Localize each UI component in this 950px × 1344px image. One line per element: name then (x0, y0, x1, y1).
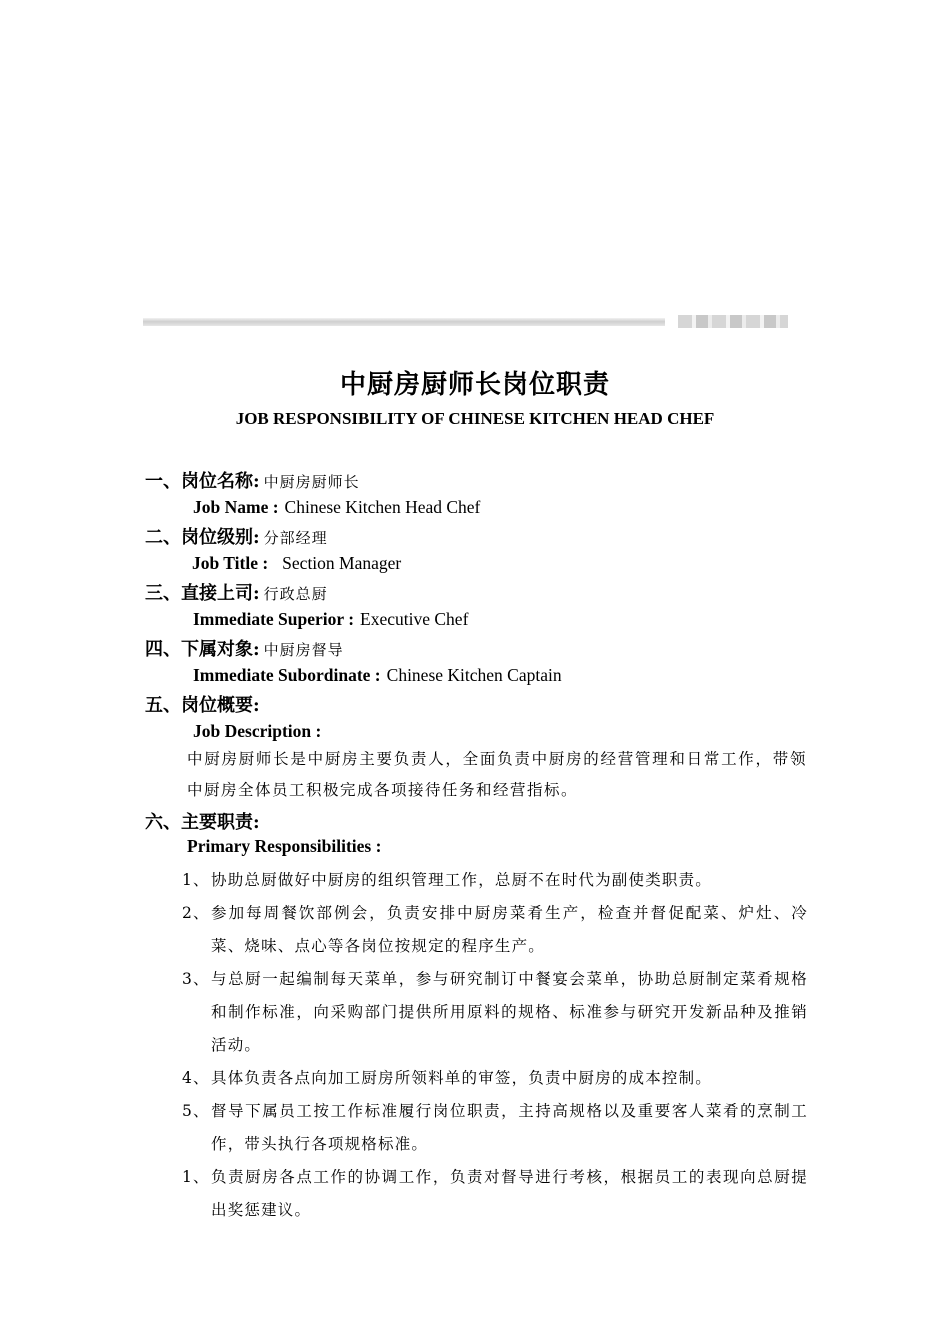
section-label: 二、岗位级别: (145, 527, 260, 548)
en-label: Job Description : (193, 721, 322, 741)
duties-list (182, 864, 808, 1227)
en-value: Chinese Kitchen Head Chef (284, 497, 481, 517)
section-heading-job-title (145, 523, 328, 549)
item-number: 4、 (182, 1069, 210, 1087)
en-value: Section Manager (282, 553, 402, 573)
section-heading-overview: 五、岗位概要: (145, 695, 260, 716)
en-value: Chinese Kitchen Captain (386, 665, 562, 685)
en-label-duties: Primary Responsibilities : (187, 836, 382, 856)
en-label: Job Title : (192, 553, 269, 573)
section-heading-job-name (145, 467, 360, 493)
header-rule (143, 318, 665, 326)
section-label: 一、岗位名称: (145, 471, 260, 492)
item-number: 2、 (182, 904, 210, 922)
item-text: 与总厨一起编制每天菜单，参与研究制订中餐宴会菜单，协助总厨制定菜肴规格和制作标准，向采购部门提供所用原料的规格、标准参与研究开发新品种及推销活动。 (211, 970, 808, 1054)
item-number: 1、 (182, 1168, 210, 1186)
en-label: Job Name : (193, 497, 279, 517)
en-line-job-name (193, 497, 480, 518)
item-text: 负责厨房各点工作的协调工作，负责对督导进行考核，根据员工的表现向总厨提出奖惩建议。 (211, 1168, 808, 1219)
section-value: 行政总厨 (263, 585, 328, 603)
item-number: 1、 (182, 871, 210, 889)
item-number: 5、 (182, 1102, 210, 1120)
header-rule-pattern (678, 315, 788, 328)
en-label: Immediate Superior : (193, 609, 355, 629)
item-text: 督导下属员工按工作标准履行岗位职责，主持高规格以及重要客人菜肴的烹制工作，带头执行各项规格标准。 (211, 1102, 808, 1153)
overview-text: 中厨房厨师长是中厨房主要负责人，全面负责中厨房的经营管理和日常工作，带领中厨房全体员工积极完成各项接待任务和经营指标。 (187, 750, 807, 799)
section-label: 四、下属对象: (145, 639, 260, 660)
en-line-job-title (192, 553, 401, 574)
section-value: 分部经理 (263, 529, 328, 547)
en-value: Executive Chef (360, 609, 469, 629)
list-item (182, 1161, 808, 1227)
list-item (182, 1095, 808, 1161)
en-line-overview (193, 721, 321, 742)
section-heading-duties: 六、主要职责: (145, 812, 260, 833)
section-label: 三、直接上司: (145, 583, 260, 604)
list-item (182, 897, 808, 963)
list-item (182, 1062, 808, 1095)
en-line-superior (193, 609, 468, 630)
en-line-subordinate (193, 665, 562, 686)
section-heading-superior (145, 579, 328, 605)
list-item (182, 864, 808, 897)
list-item (182, 963, 808, 1062)
item-number: 3、 (182, 970, 210, 988)
section-value: 中厨房督导 (263, 641, 344, 659)
item-text: 具体负责各点向加工厨房所领料单的审签，负责中厨房的成本控制。 (211, 1069, 713, 1087)
en-label: Immediate Subordinate : (193, 665, 381, 685)
page-title: 中厨房厨师长岗位职责 (339, 370, 610, 400)
item-text: 协助总厨做好中厨房的组织管理工作，总厨不在时代为副使类职责。 (211, 871, 713, 889)
section-heading-subordinate (145, 635, 344, 661)
page-subtitle: JOB RESPONSIBILITY OF CHINESE KITCHEN HEAD CHEF (235, 409, 715, 428)
item-text: 参加每周餐饮部例会，负责安排中厨房菜肴生产，检查并督促配菜、炉灶、冷菜、烧味、点心等各岗位按规定的程序生产。 (211, 904, 808, 955)
section-value: 中厨房厨师长 (263, 473, 360, 491)
